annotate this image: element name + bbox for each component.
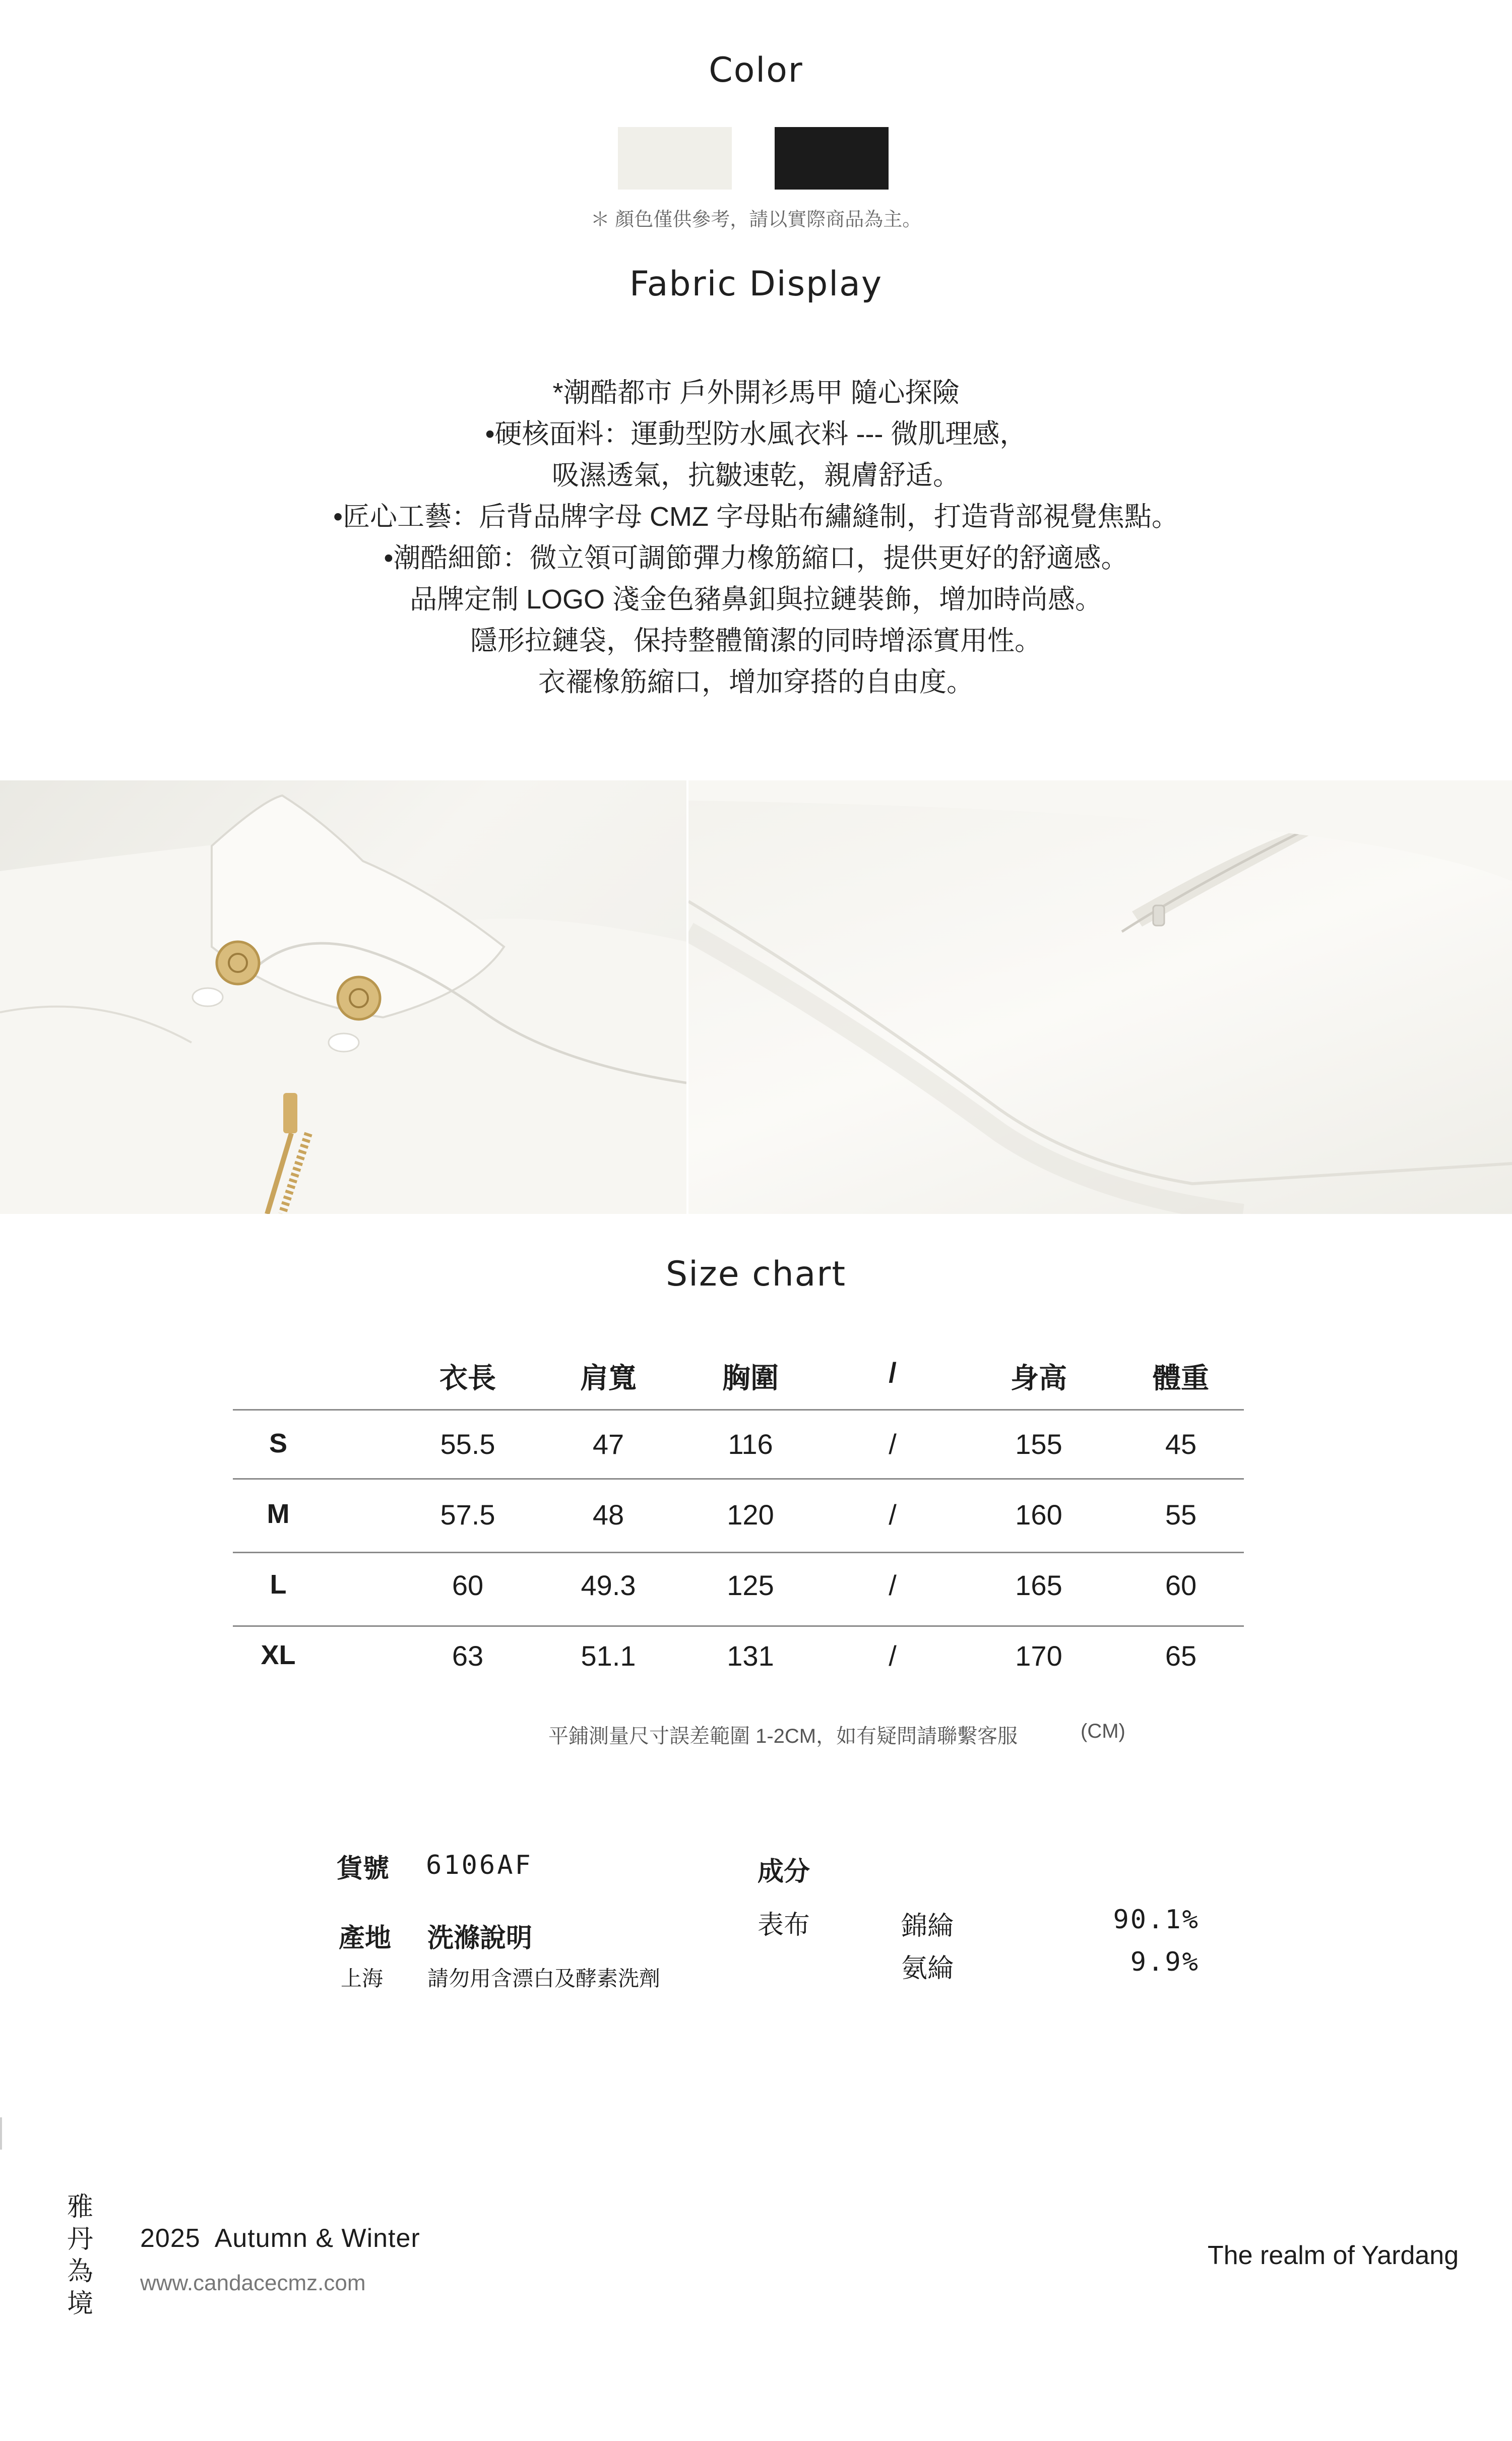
header-shoulder: 肩寬 <box>580 1362 637 1394</box>
size-note: 平鋪測量尺寸誤差範圍 1-2CM，如有疑問請聯繫客服 <box>548 1725 1018 1747</box>
size-label: S <box>269 1428 288 1458</box>
header-height: 身高 <box>1011 1362 1067 1394</box>
cell-height: 170 <box>1015 1640 1062 1672</box>
cell-shoulder: 47 <box>592 1428 624 1460</box>
brand-vertical <box>62 2191 98 2320</box>
cell-weight: 55 <box>1165 1499 1197 1531</box>
cell-shoulder: 48 <box>592 1499 624 1531</box>
table-divider <box>233 1478 1244 1480</box>
fabric-line: 吸濕透氣，抗皺速乾，親膚舒适。 <box>552 460 960 491</box>
brand-char: 丹 <box>67 2225 93 2254</box>
website-link[interactable]: www.candacecmz.com <box>140 2271 366 2295</box>
cell-length: 63 <box>452 1640 484 1672</box>
fabric-line: •匠心工藝：后背品牌字母 CMZ 字母貼布繡縫制，打造背部視覺焦點。 <box>333 502 1179 532</box>
item-no-value: 6106AF <box>426 1850 533 1880</box>
fabric-line: •潮酷細節：微立領可調節彈力橡筋縮口，提供更好的舒適感。 <box>384 543 1128 573</box>
edge-mark <box>0 2117 2 2150</box>
cell-height: 165 <box>1015 1569 1062 1601</box>
cell-chest: 125 <box>727 1569 774 1601</box>
header-separator: / <box>889 1357 897 1388</box>
pocket-illustration <box>688 780 1512 1214</box>
cell-chest: 120 <box>727 1499 774 1531</box>
swatch-black[interactable] <box>775 127 889 190</box>
header-weight: 體重 <box>1153 1362 1209 1394</box>
collar-detail-photo <box>0 780 686 1214</box>
cell-weight: 60 <box>1165 1569 1197 1601</box>
brand-char: 境 <box>67 2289 93 2318</box>
size-label: L <box>270 1569 287 1600</box>
fabric-line: 隱形拉鏈袋，保持整體簡潔的同時增添實用性。 <box>470 626 1042 656</box>
table-divider <box>233 1625 1244 1627</box>
material-name: 氨綸 <box>901 1954 954 1983</box>
cell-length: 60 <box>452 1569 484 1601</box>
cell-shoulder: 51.1 <box>581 1640 636 1672</box>
cell-chest: 131 <box>727 1640 774 1672</box>
wash-value: 請勿用含漂白及酵素洗劑 <box>427 1967 661 1990</box>
wash-label: 洗滌說明 <box>427 1924 533 1953</box>
header-chest: 胸圍 <box>722 1362 779 1394</box>
swatch-off-white[interactable] <box>618 127 732 190</box>
cell-weight: 65 <box>1165 1640 1197 1672</box>
tagline: The realm of Yardang <box>1208 2241 1459 2270</box>
brand-char: 為 <box>67 2257 93 2286</box>
cell-length: 57.5 <box>440 1499 495 1531</box>
fabric-line: •硬核面料：運動型防水風衣料 --- 微肌理感， <box>485 419 1027 449</box>
material-percent: 9.9% <box>1130 1947 1200 1977</box>
composition-label: 成分 <box>758 1857 810 1886</box>
brand-char: 雅 <box>67 2192 93 2222</box>
season-label: 2025 Autumn & Winter <box>140 2224 420 2253</box>
cell-separator: / <box>889 1499 897 1531</box>
material-name: 錦綸 <box>901 1912 954 1941</box>
fabric-title: Fabric Display <box>629 264 883 304</box>
origin-value: 上海 <box>341 1967 384 1990</box>
size-unit: (CM) <box>1081 1720 1125 1742</box>
pocket-detail-photo <box>688 780 1512 1214</box>
table-divider <box>233 1409 1244 1411</box>
fabric-label: 表布 <box>758 1911 810 1940</box>
table-divider <box>233 1552 1244 1553</box>
cell-weight: 45 <box>1165 1428 1197 1460</box>
cell-chest: 116 <box>728 1428 773 1460</box>
cell-height: 160 <box>1015 1499 1062 1531</box>
cell-height: 155 <box>1015 1428 1062 1460</box>
fabric-line: *潮酷都市 戶外開衫馬甲 隨心探險 <box>552 378 960 408</box>
color-note: ＊ 顏色僅供參考，請以實際商品為主。 <box>590 209 922 230</box>
fabric-description <box>0 372 1512 703</box>
material-percent: 90.1% <box>1113 1905 1200 1935</box>
cell-length: 55.5 <box>440 1428 495 1460</box>
fabric-line: 衣襬橡筋縮口，增加穿搭的自由度。 <box>538 667 974 697</box>
collar-illustration <box>0 780 686 1214</box>
size-chart-title: Size chart <box>666 1254 846 1294</box>
header-length: 衣長 <box>439 1362 496 1394</box>
fabric-line: 品牌定制 LOGO 淺金色豬鼻釦與拉鏈裝飾，增加時尚感。 <box>409 584 1103 615</box>
item-no-label: 貨號 <box>337 1854 390 1883</box>
color-title: Color <box>709 50 803 90</box>
cell-separator: / <box>889 1428 897 1460</box>
cell-separator: / <box>889 1640 897 1672</box>
origin-label: 產地 <box>339 1924 392 1953</box>
cell-shoulder: 49.3 <box>581 1569 636 1601</box>
size-label: M <box>267 1499 290 1529</box>
size-label: XL <box>261 1640 296 1670</box>
cell-separator: / <box>889 1569 897 1601</box>
